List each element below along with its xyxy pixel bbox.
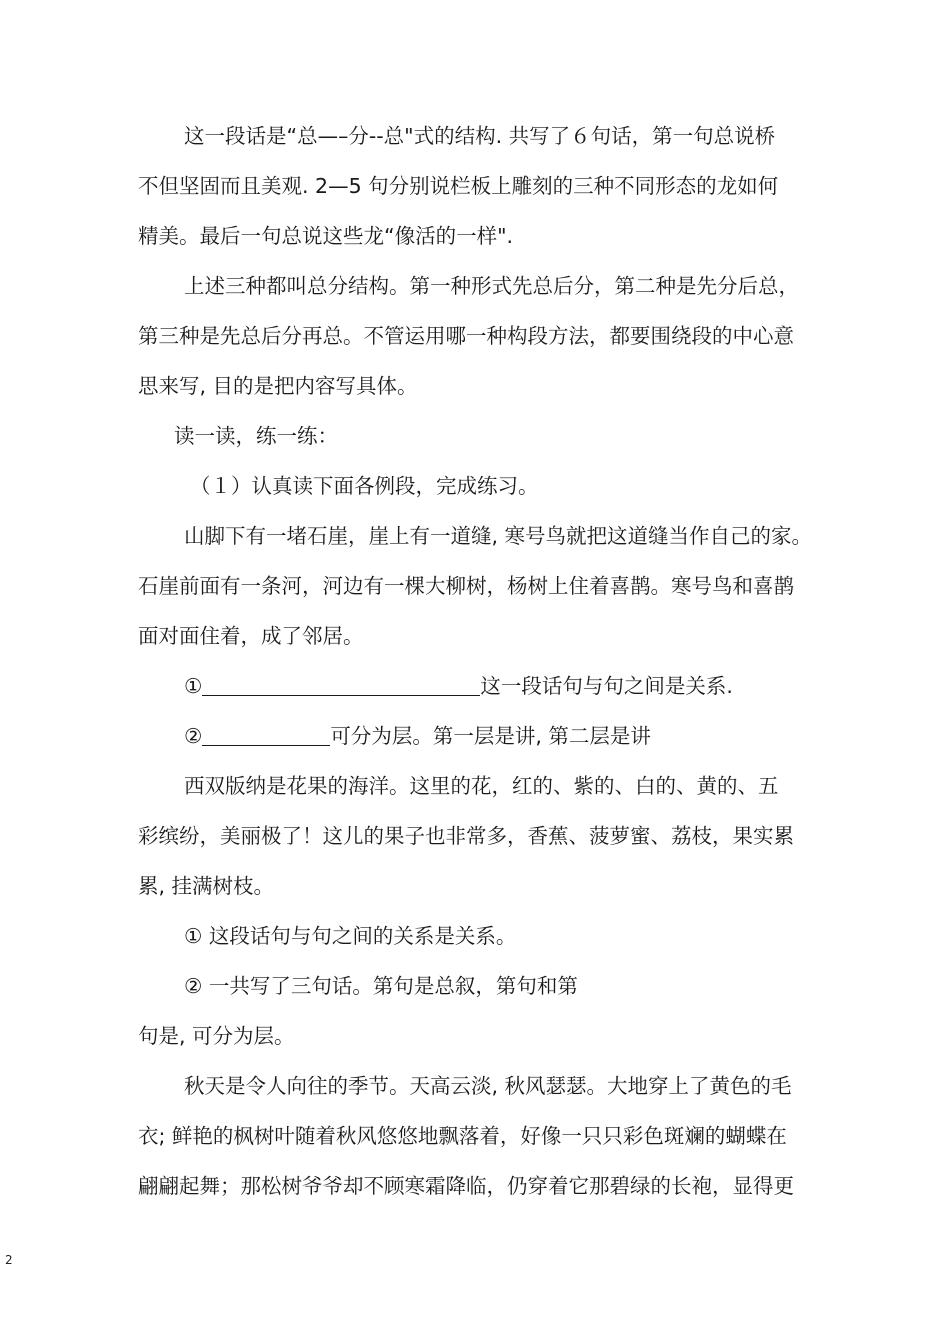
question-2 bbox=[184, 721, 884, 751]
paragraph-line: 面对面住着，成了邻居。 bbox=[138, 624, 364, 648]
paragraph-line: 彩缤纷，美丽极了！这儿的果子也非常多，香蕉、菠萝蜜、荔枝，果实累 bbox=[138, 824, 794, 848]
question-line: ① 这段话句与句之间的关系是关系。 bbox=[184, 924, 517, 948]
paragraph-line: 衣; 鲜艳的枫树叶随着秋风悠悠地飘落着，好像一只只彩色斑斓的蝴蝶在 bbox=[138, 1124, 787, 1148]
paragraph-line: 这一段话是“总—–分--总"式的结构. 共写了６句话，第一句总说桥 bbox=[184, 124, 776, 148]
question-1 bbox=[184, 671, 884, 701]
paragraph-line: 不但坚固而且美观. 2—5 句分别说栏板上雕刻的三种不同形态的龙如何 bbox=[138, 174, 779, 198]
answer-blank[interactable] bbox=[202, 725, 330, 746]
answer-blank[interactable] bbox=[202, 675, 480, 696]
question-number: ② bbox=[184, 724, 203, 748]
paragraph-line: 秋天是令人向往的季节。天高云淡, 秋风瑟瑟。大地穿上了黄色的毛 bbox=[184, 1074, 792, 1098]
question-text: 这一段话句与句之间是关系. bbox=[480, 674, 733, 698]
paragraph-line: 石崖前面有一条河，河边有一棵大柳树，杨树上住着喜鹊。寒号鸟和喜鹊 bbox=[138, 574, 794, 598]
exercise-heading: （１）认真读下面各例段，完成练习。 bbox=[190, 474, 539, 498]
paragraph-line: 第三种是先总后分再总。不管运用哪一种构段方法，都要围绕段的中心意 bbox=[138, 324, 794, 348]
question-line: 句是, 可分为层。 bbox=[138, 1024, 295, 1048]
paragraph-line: 精美。最后一句总说这些龙“像活的一样". bbox=[138, 224, 514, 248]
paragraph-line: 翩翩起舞；那松树爷爷却不顾寒霜降临，仍穿着它那碧绿的长袍，显得更 bbox=[138, 1174, 794, 1198]
section-heading: 读一读，练一练： bbox=[174, 424, 338, 448]
paragraph-line: 上述三种都叫总分结构。第一种形式先总后分，第二种是先分后总， bbox=[184, 274, 799, 298]
paragraph-line: 思来写, 目的是把内容写具体。 bbox=[138, 374, 418, 398]
question-line: ② 一共写了三句话。第句是总叙，第句和第 bbox=[184, 974, 578, 998]
question-text: 可分为层。第一层是讲, 第二层是讲 bbox=[330, 724, 651, 748]
paragraph-line: 累, 挂满树枝。 bbox=[138, 874, 275, 898]
paragraph-line: 山脚下有一堵石崖，崖上有一道缝, 寒号鸟就把这道缝当作自己的家。 bbox=[184, 524, 813, 548]
page-number: 2 bbox=[5, 1253, 13, 1267]
question-number: ① bbox=[184, 674, 203, 698]
paragraph-line: 西双版纳是花果的海洋。这里的花，红的、紫的、白的、黄的、五 bbox=[184, 774, 779, 798]
